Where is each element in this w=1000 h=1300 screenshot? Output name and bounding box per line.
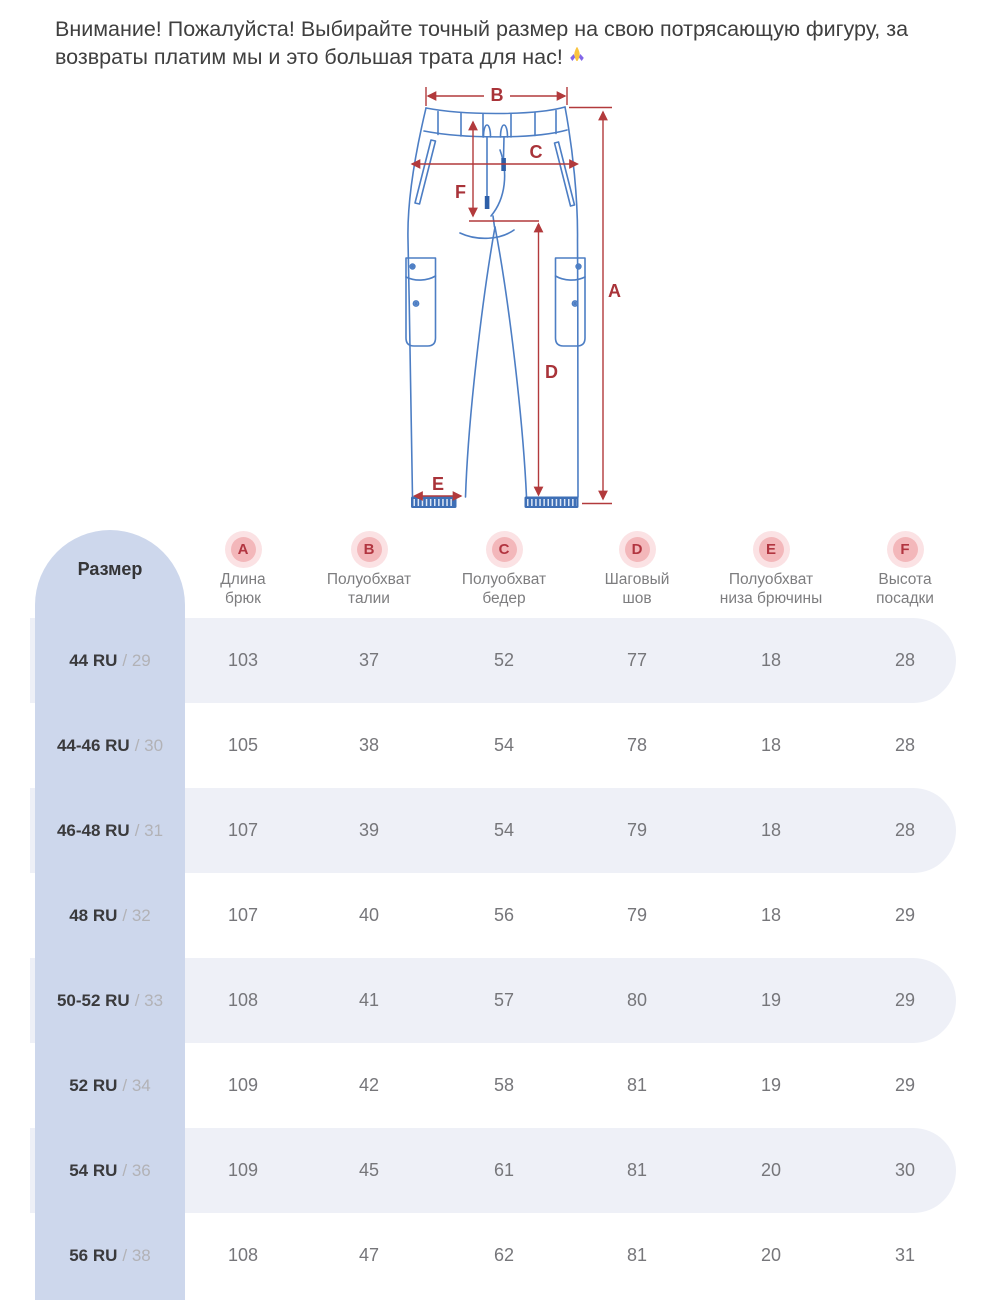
value-cell: 81 (626, 1160, 648, 1180)
size-ru-label: 54 RU (69, 1160, 118, 1180)
value-cell: 107 (227, 905, 259, 925)
value-cell: 20 (760, 1245, 782, 1265)
size-ru-label: 50-52 RU (56, 990, 130, 1010)
size-cell (35, 1128, 185, 1213)
value-cell: 105 (227, 735, 259, 755)
column-label-line2: посадки (876, 590, 934, 607)
value-cell: 28 (894, 820, 916, 840)
value-cell: 38 (358, 735, 380, 755)
size-cell (35, 788, 185, 873)
value-cell: 61 (493, 1160, 515, 1180)
value-cell: 39 (358, 820, 380, 840)
value-cell: 108 (227, 1245, 259, 1265)
value-cell: 80 (626, 990, 648, 1010)
size-cell (35, 618, 185, 703)
column-label-line1: Полуобхват (461, 571, 547, 588)
value-cell: 103 (227, 650, 259, 670)
value-cell: 79 (626, 905, 648, 925)
value-cell: 29 (894, 1075, 916, 1095)
column-label-line1: Полуобхват (326, 571, 412, 588)
size-intl-label: / 36 (122, 1160, 151, 1180)
size-ru-label: 44 RU (69, 650, 118, 670)
column-label-line1: Длина (220, 571, 266, 588)
measure-label-d: D (545, 362, 558, 382)
column-label-line1: Высота (878, 571, 932, 588)
measure-label-f: F (455, 182, 466, 202)
attention-notice-text: Внимание! Пожалуйста! Выбирайте точный размер на свою потрясающую фигуру, за возвраты платим мы и это большая трата для нас! (55, 17, 909, 69)
size-ru-label: 44-46 RU (56, 735, 130, 755)
measure-letter: B (363, 541, 375, 558)
size-cell (35, 873, 185, 958)
size-intl-label: / 31 (134, 820, 164, 840)
value-cell: 54 (493, 820, 515, 840)
measure-letter: A (237, 541, 249, 558)
value-cell: 18 (760, 905, 782, 925)
value-cell: 20 (760, 1160, 782, 1180)
size-intl-label: / 32 (122, 905, 151, 925)
value-cell: 81 (626, 1245, 648, 1265)
value-cell: 109 (227, 1075, 259, 1095)
value-cell: 109 (227, 1160, 259, 1180)
measure-letter: F (900, 541, 910, 558)
value-cell: 77 (626, 650, 648, 670)
value-cell: 19 (760, 990, 782, 1010)
table-row (0, 703, 1000, 788)
table-row (0, 618, 1000, 703)
size-column-title: Размер (77, 559, 143, 579)
value-cell: 18 (760, 820, 782, 840)
column-label-line2: низа брючины (719, 590, 823, 607)
value-cell: 62 (493, 1245, 515, 1265)
column-label-line2: талии (348, 590, 390, 607)
column-label-line2: бедер (482, 590, 526, 607)
value-cell: 19 (760, 1075, 782, 1095)
value-cell: 28 (894, 735, 916, 755)
measure-label-e: E (431, 474, 445, 494)
size-intl-label: / 29 (122, 650, 151, 670)
measure-letter: D (631, 541, 643, 558)
value-cell: 108 (227, 990, 259, 1010)
value-cell: 54 (493, 735, 515, 755)
value-cell: 18 (760, 650, 782, 670)
measure-label-b: B (490, 85, 504, 105)
value-cell: 29 (894, 905, 916, 925)
size-intl-label: / 30 (134, 735, 164, 755)
size-ru-label: 48 RU (69, 905, 118, 925)
measure-letter: E (765, 541, 776, 558)
value-cell: 29 (894, 990, 916, 1010)
size-cell (35, 958, 185, 1043)
value-cell: 45 (358, 1160, 380, 1180)
measure-label-a: A (608, 281, 621, 301)
value-cell: 57 (493, 990, 515, 1010)
size-ru-label: 52 RU (69, 1075, 118, 1095)
size-intl-label: / 33 (134, 990, 164, 1010)
measure-letter: C (498, 541, 510, 558)
value-cell: 41 (358, 990, 380, 1010)
size-cell (35, 1213, 185, 1298)
value-cell: 30 (894, 1160, 916, 1180)
value-cell: 40 (358, 905, 380, 925)
column-label-line2: шов (622, 590, 652, 607)
value-cell: 107 (227, 820, 259, 840)
size-ru-label: 56 RU (69, 1245, 118, 1265)
table-row (0, 1213, 1000, 1298)
table-row (0, 958, 1000, 1043)
measure-label-c: C (529, 142, 543, 162)
size-cell (35, 1043, 185, 1128)
value-cell: 79 (626, 820, 648, 840)
value-cell: 81 (626, 1075, 648, 1095)
value-cell: 31 (894, 1245, 916, 1265)
table-row (0, 1043, 1000, 1128)
size-cell (35, 703, 185, 788)
value-cell: 47 (358, 1245, 380, 1265)
value-cell: 52 (493, 650, 515, 670)
table-row (0, 873, 1000, 958)
value-cell: 28 (894, 650, 916, 670)
size-intl-label: / 38 (122, 1245, 151, 1265)
value-cell: 78 (626, 735, 648, 755)
value-cell: 18 (760, 735, 782, 755)
column-label-line1: Шаговый (604, 571, 670, 588)
table-row (0, 788, 1000, 873)
value-cell: 37 (358, 650, 380, 670)
size-ru-label: 46-48 RU (56, 820, 130, 840)
value-cell: 42 (358, 1075, 380, 1095)
value-cell: 56 (493, 905, 515, 925)
column-label-line1: Полуобхват (728, 571, 814, 588)
size-intl-label: / 34 (122, 1075, 151, 1095)
table-row (0, 1128, 1000, 1213)
column-label-line2: брюк (225, 590, 261, 607)
value-cell: 58 (493, 1075, 515, 1095)
